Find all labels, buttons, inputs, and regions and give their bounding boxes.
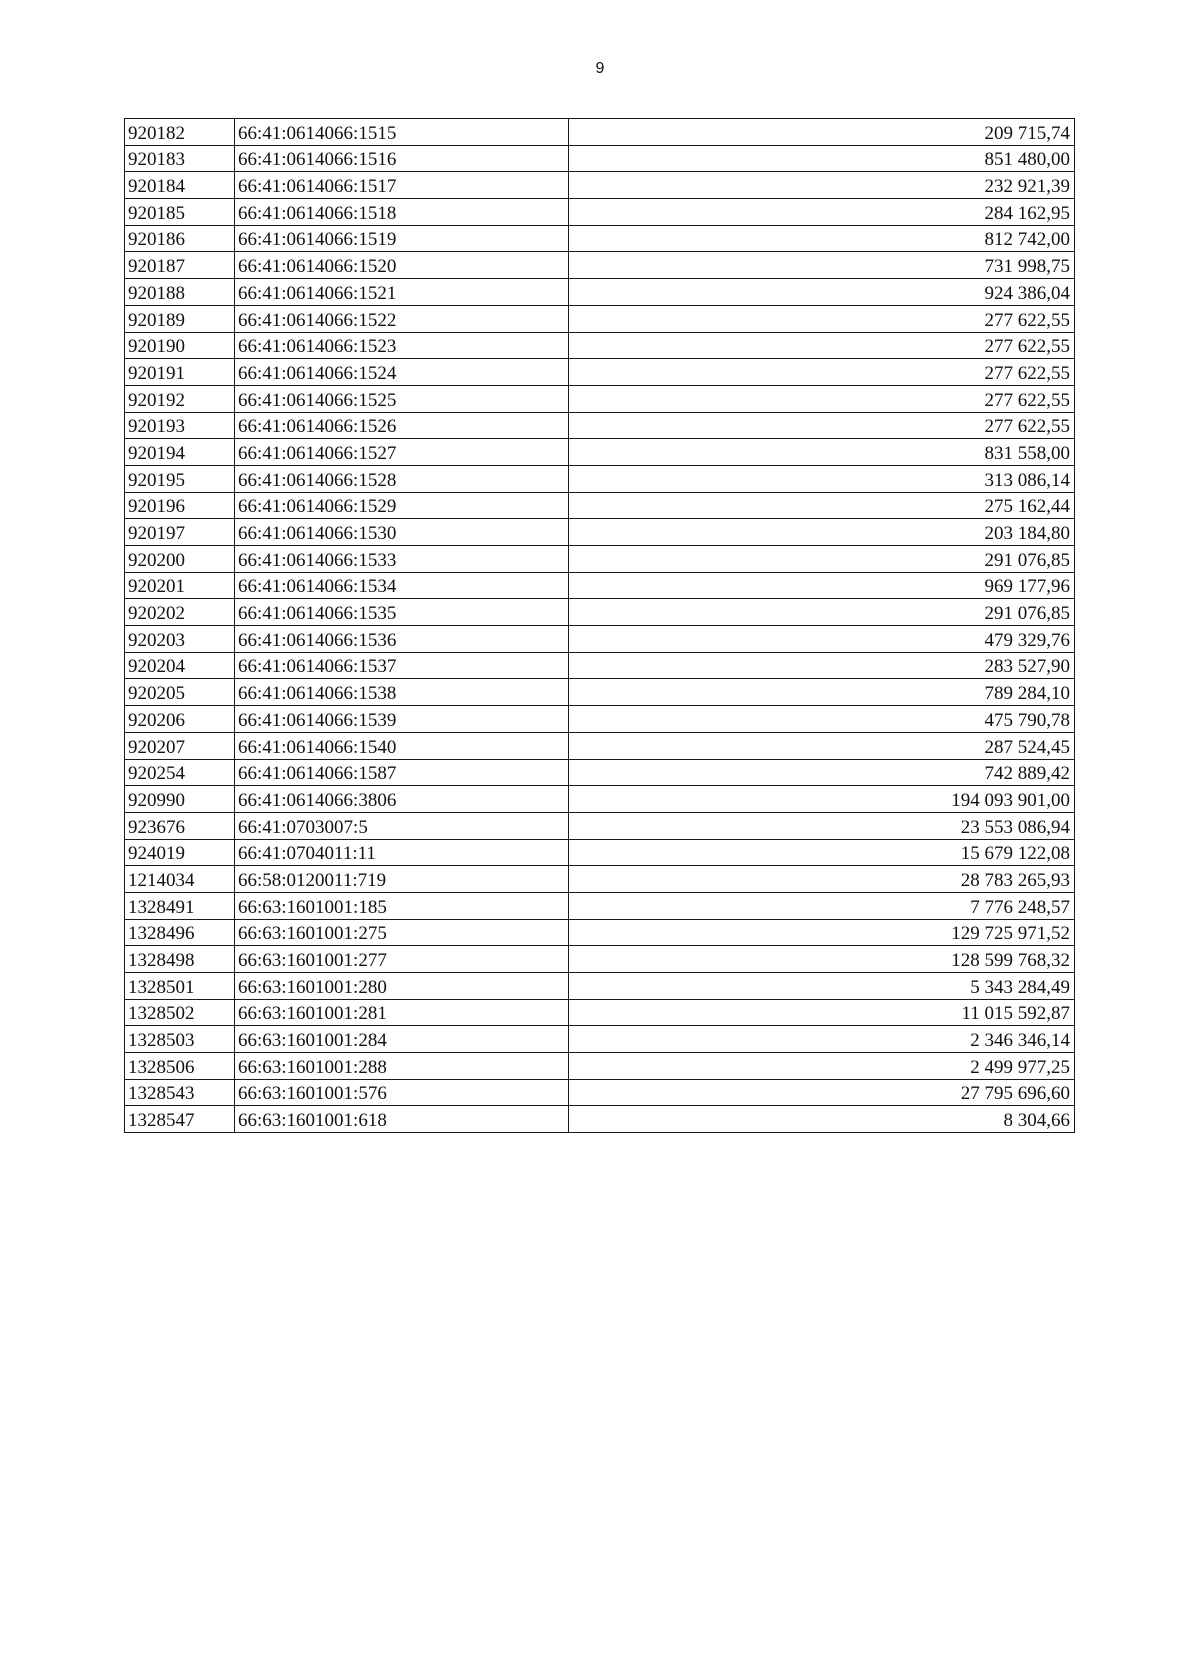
object-id-cell: 1328506 [125, 1053, 235, 1080]
cadastral-number-cell: 66:41:0614066:1534 [235, 572, 569, 599]
table-row [125, 385, 1075, 412]
cadastral-value-cell: 291 076,85 [569, 599, 1075, 626]
object-id-cell: 920183 [125, 145, 235, 172]
object-id-cell: 923676 [125, 812, 235, 839]
cadastral-number-cell: 66:41:0614066:1537 [235, 652, 569, 679]
cadastral-value-cell: 129 725 971,52 [569, 919, 1075, 946]
object-id-cell: 920192 [125, 385, 235, 412]
object-id-cell: 920194 [125, 439, 235, 466]
cadastral-value-cell: 287 524,45 [569, 732, 1075, 759]
cadastral-value-cell: 2 346 346,14 [569, 1026, 1075, 1053]
cadastral-number-cell: 66:41:0614066:1539 [235, 706, 569, 733]
object-id-cell: 920205 [125, 679, 235, 706]
object-id-cell: 920182 [125, 119, 235, 146]
table-row [125, 225, 1075, 252]
table-row [125, 546, 1075, 573]
cadastral-number-cell: 66:41:0614066:1535 [235, 599, 569, 626]
cadastral-value-table [124, 118, 1075, 1133]
table-row [125, 332, 1075, 359]
object-id-cell: 1328543 [125, 1079, 235, 1106]
cadastral-value-cell: 812 742,00 [569, 225, 1075, 252]
cadastral-number-cell: 66:41:0614066:1529 [235, 492, 569, 519]
object-id-cell: 1328503 [125, 1026, 235, 1053]
cadastral-value-cell: 277 622,55 [569, 332, 1075, 359]
object-id-cell: 920200 [125, 546, 235, 573]
cadastral-value-cell: 15 679 122,08 [569, 839, 1075, 866]
cadastral-value-cell: 291 076,85 [569, 546, 1075, 573]
object-id-cell: 1214034 [125, 866, 235, 893]
cadastral-number-cell: 66:41:0614066:1519 [235, 225, 569, 252]
cadastral-value-cell: 789 284,10 [569, 679, 1075, 706]
object-id-cell: 920195 [125, 465, 235, 492]
cadastral-number-cell: 66:63:1601001:284 [235, 1026, 569, 1053]
object-id-cell: 920185 [125, 199, 235, 226]
object-id-cell: 1328501 [125, 973, 235, 1000]
cadastral-number-cell: 66:41:0614066:1538 [235, 679, 569, 706]
cadastral-value-cell: 209 715,74 [569, 119, 1075, 146]
cadastral-value-cell: 277 622,55 [569, 305, 1075, 332]
object-id-cell: 924019 [125, 839, 235, 866]
object-id-cell: 1328502 [125, 999, 235, 1026]
object-id-cell: 920196 [125, 492, 235, 519]
cadastral-number-cell: 66:63:1601001:288 [235, 1053, 569, 1080]
table-row [125, 412, 1075, 439]
cadastral-number-cell: 66:41:0614066:1515 [235, 119, 569, 146]
cadastral-number-cell: 66:63:1601001:185 [235, 892, 569, 919]
cadastral-value-cell: 277 622,55 [569, 359, 1075, 386]
cadastral-number-cell: 66:41:0614066:1518 [235, 199, 569, 226]
table-row [125, 626, 1075, 653]
cadastral-number-cell: 66:41:0614066:1522 [235, 305, 569, 332]
table-row [125, 599, 1075, 626]
object-id-cell: 920184 [125, 172, 235, 199]
object-id-cell: 920207 [125, 732, 235, 759]
table-row [125, 839, 1075, 866]
cadastral-value-cell: 851 480,00 [569, 145, 1075, 172]
table-row [125, 973, 1075, 1000]
table-row [125, 519, 1075, 546]
object-id-cell: 1328547 [125, 1106, 235, 1133]
cadastral-value-cell: 479 329,76 [569, 626, 1075, 653]
cadastral-value-cell: 7 776 248,57 [569, 892, 1075, 919]
cadastral-number-cell: 66:63:1601001:280 [235, 973, 569, 1000]
table-row [125, 812, 1075, 839]
table-row [125, 572, 1075, 599]
cadastral-value-cell: 831 558,00 [569, 439, 1075, 466]
table-row [125, 1106, 1075, 1133]
cadastral-value-cell: 128 599 768,32 [569, 946, 1075, 973]
cadastral-value-cell: 731 998,75 [569, 252, 1075, 279]
table-row [125, 786, 1075, 813]
cadastral-value-cell: 277 622,55 [569, 412, 1075, 439]
table-row [125, 732, 1075, 759]
object-id-cell: 1328498 [125, 946, 235, 973]
cadastral-value-cell: 283 527,90 [569, 652, 1075, 679]
table-row [125, 892, 1075, 919]
cadastral-number-cell: 66:41:0614066:1536 [235, 626, 569, 653]
cadastral-number-cell: 66:41:0703007:5 [235, 812, 569, 839]
table-row [125, 1026, 1075, 1053]
cadastral-value-cell: 2 499 977,25 [569, 1053, 1075, 1080]
cadastral-value-cell: 277 622,55 [569, 385, 1075, 412]
cadastral-number-cell: 66:41:0614066:1540 [235, 732, 569, 759]
cadastral-number-cell: 66:41:0614066:1530 [235, 519, 569, 546]
table-row [125, 946, 1075, 973]
cadastral-value-cell: 284 162,95 [569, 199, 1075, 226]
cadastral-value-cell: 27 795 696,60 [569, 1079, 1075, 1106]
cadastral-value-cell: 5 343 284,49 [569, 973, 1075, 1000]
cadastral-value-cell: 969 177,96 [569, 572, 1075, 599]
cadastral-number-cell: 66:41:0614066:1526 [235, 412, 569, 439]
cadastral-value-cell: 275 162,44 [569, 492, 1075, 519]
object-id-cell: 1328491 [125, 892, 235, 919]
cadastral-number-cell: 66:41:0614066:1520 [235, 252, 569, 279]
object-id-cell: 920254 [125, 759, 235, 786]
table-row [125, 706, 1075, 733]
table-row [125, 759, 1075, 786]
table-row [125, 679, 1075, 706]
object-id-cell: 920202 [125, 599, 235, 626]
table-row [125, 465, 1075, 492]
cadastral-number-cell: 66:41:0614066:1533 [235, 546, 569, 573]
cadastral-number-cell: 66:41:0614066:1525 [235, 385, 569, 412]
object-id-cell: 920206 [125, 706, 235, 733]
page-number: 9 [595, 60, 605, 77]
object-id-cell: 920187 [125, 252, 235, 279]
cadastral-number-cell: 66:63:1601001:618 [235, 1106, 569, 1133]
table-row [125, 199, 1075, 226]
table-row [125, 119, 1075, 146]
table-row [125, 919, 1075, 946]
table-row [125, 866, 1075, 893]
object-id-cell: 920186 [125, 225, 235, 252]
table-row [125, 492, 1075, 519]
cadastral-number-cell: 66:41:0614066:1516 [235, 145, 569, 172]
object-id-cell: 920203 [125, 626, 235, 653]
cadastral-number-cell: 66:41:0614066:1527 [235, 439, 569, 466]
cadastral-number-cell: 66:41:0614066:1521 [235, 279, 569, 306]
table-row [125, 359, 1075, 386]
object-id-cell: 920201 [125, 572, 235, 599]
cadastral-number-cell: 66:63:1601001:576 [235, 1079, 569, 1106]
object-id-cell: 920197 [125, 519, 235, 546]
table-row [125, 652, 1075, 679]
table-row [125, 145, 1075, 172]
object-id-cell: 920190 [125, 332, 235, 359]
cadastral-number-cell: 66:58:0120011:719 [235, 866, 569, 893]
object-id-cell: 920188 [125, 279, 235, 306]
table-row [125, 305, 1075, 332]
object-id-cell: 920204 [125, 652, 235, 679]
object-id-cell: 920193 [125, 412, 235, 439]
cadastral-value-cell: 203 184,80 [569, 519, 1075, 546]
table-row [125, 252, 1075, 279]
cadastral-value-cell: 194 093 901,00 [569, 786, 1075, 813]
cadastral-number-cell: 66:41:0614066:1523 [235, 332, 569, 359]
cadastral-value-cell: 313 086,14 [569, 465, 1075, 492]
object-id-cell: 920191 [125, 359, 235, 386]
cadastral-number-cell: 66:41:0614066:1517 [235, 172, 569, 199]
table-row [125, 1079, 1075, 1106]
cadastral-value-cell: 924 386,04 [569, 279, 1075, 306]
cadastral-value-cell: 23 553 086,94 [569, 812, 1075, 839]
table-body [125, 119, 1075, 1133]
table-row [125, 279, 1075, 306]
cadastral-number-cell: 66:41:0614066:1528 [235, 465, 569, 492]
cadastral-value-cell: 11 015 592,87 [569, 999, 1075, 1026]
cadastral-number-cell: 66:63:1601001:281 [235, 999, 569, 1026]
cadastral-number-cell: 66:41:0614066:3806 [235, 786, 569, 813]
cadastral-value-cell: 232 921,39 [569, 172, 1075, 199]
cadastral-number-cell: 66:41:0704011:11 [235, 839, 569, 866]
table-row [125, 172, 1075, 199]
object-id-cell: 920189 [125, 305, 235, 332]
cadastral-value-cell: 28 783 265,93 [569, 866, 1075, 893]
table-row [125, 439, 1075, 466]
cadastral-number-cell: 66:41:0614066:1587 [235, 759, 569, 786]
cadastral-number-cell: 66:41:0614066:1524 [235, 359, 569, 386]
cadastral-value-cell: 475 790,78 [569, 706, 1075, 733]
cadastral-number-cell: 66:63:1601001:277 [235, 946, 569, 973]
table-row [125, 1053, 1075, 1080]
cadastral-value-cell: 742 889,42 [569, 759, 1075, 786]
object-id-cell: 1328496 [125, 919, 235, 946]
object-id-cell: 920990 [125, 786, 235, 813]
table-row [125, 999, 1075, 1026]
cadastral-value-cell: 8 304,66 [569, 1106, 1075, 1133]
cadastral-number-cell: 66:63:1601001:275 [235, 919, 569, 946]
